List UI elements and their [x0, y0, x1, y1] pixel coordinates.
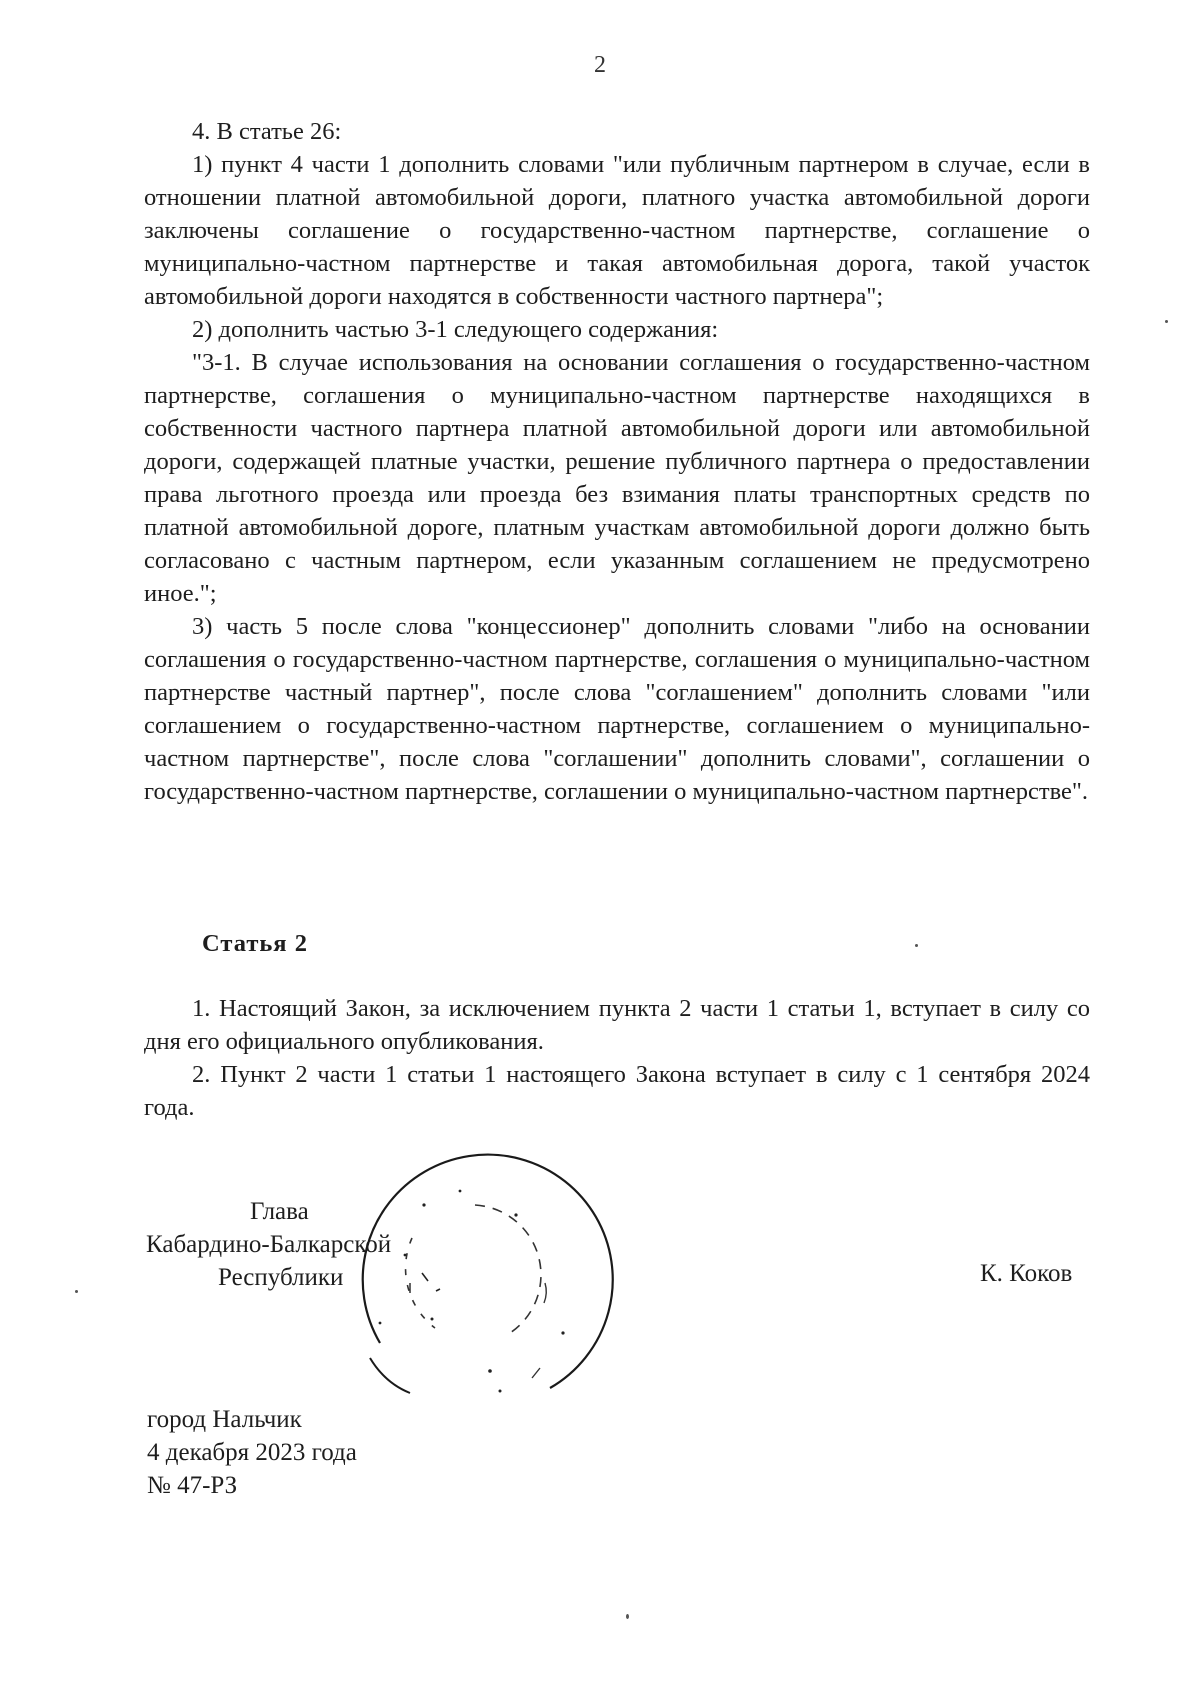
scan-speck — [626, 1614, 629, 1619]
article2-paragraph-1: 1. Настоящий Закон, за исключением пункта 2 части 1 статьи 1, вступает в силу со дня его официального опубликования. — [144, 995, 1090, 1055]
signatory-title-line-3: Республики — [218, 1264, 344, 1291]
paragraph-item-2: 2) дополнить частью 3-1 следующего содержания: — [192, 316, 719, 343]
signatory-name: К. Коков — [980, 1260, 1073, 1287]
article2-paragraph-2: 2. Пункт 2 части 1 статьи 1 настоящего Закона вступает в силу с 1 сентября 2024 года. — [144, 1061, 1090, 1121]
footer-city: город Нальчик — [147, 1406, 302, 1433]
paragraph-item-1: 1) пункт 4 части 1 дополнить словами "или публичным партнером в случае, если в отношении платной автомобильной дороги, платного участка автомобильной дороги заключены соглашение о государственно-частном партнерстве, соглашение о муниципально-частном партнерстве и такая автомобильная дорога, такой участок автомобильной дороги находятся в собственности частного партнера"; — [144, 151, 1090, 310]
article2-heading: Статья 2 — [202, 930, 308, 957]
paragraph-part-3-1: "3-1. В случае использования на основании соглашения о государственно-частном партнерстве, соглашения о муниципально-частном партнерстве находящихся в собственности частного партнера платной автомобильной дороги или автомобильной дороги, содержащей платные участки, решение публичного партнера о предоставлении права льготного проезда или проезда без взимания платы транспортных средств по платной автомобильной дороге, платным участкам автомобильной дороги должно быть согласовано с частным партнером, если указанным соглашением не предусмотрено иное."; — [144, 349, 1090, 607]
signatory-title-line-1: Глава — [250, 1198, 309, 1225]
footer-date: 4 декабря 2023 года — [147, 1439, 357, 1466]
document-footer — [147, 1403, 357, 1502]
scan-speck — [1165, 320, 1168, 323]
paragraph-article26-intro: 4. В статье 26: — [192, 118, 342, 145]
paragraph-item-3: 3) часть 5 после слова "концессионер" дополнить словами "либо на основании соглашения о государственно-частном партнерстве, соглашения о муниципально-частном партнерстве частный партнер", после слова "соглашением" дополнить словами "или соглашением о государственно-частном партнерстве, соглашением о муниципально-частном партнерстве", после слова "соглашении" дополнить словами", соглашении о государственно-частном партнерстве, соглашении о муниципально-частном партнерстве". — [144, 613, 1090, 805]
footer-number: № 47-РЗ — [147, 1472, 238, 1499]
page-number: 2 — [594, 52, 606, 78]
article1-continuation — [144, 115, 1090, 808]
scan-speck — [915, 944, 918, 947]
scan-speck — [75, 1290, 78, 1293]
signatory-title-line-2: Кабардино-Балкарской — [146, 1231, 392, 1258]
seal-stamp-icon — [340, 1143, 620, 1423]
article2-body — [144, 992, 1090, 1124]
